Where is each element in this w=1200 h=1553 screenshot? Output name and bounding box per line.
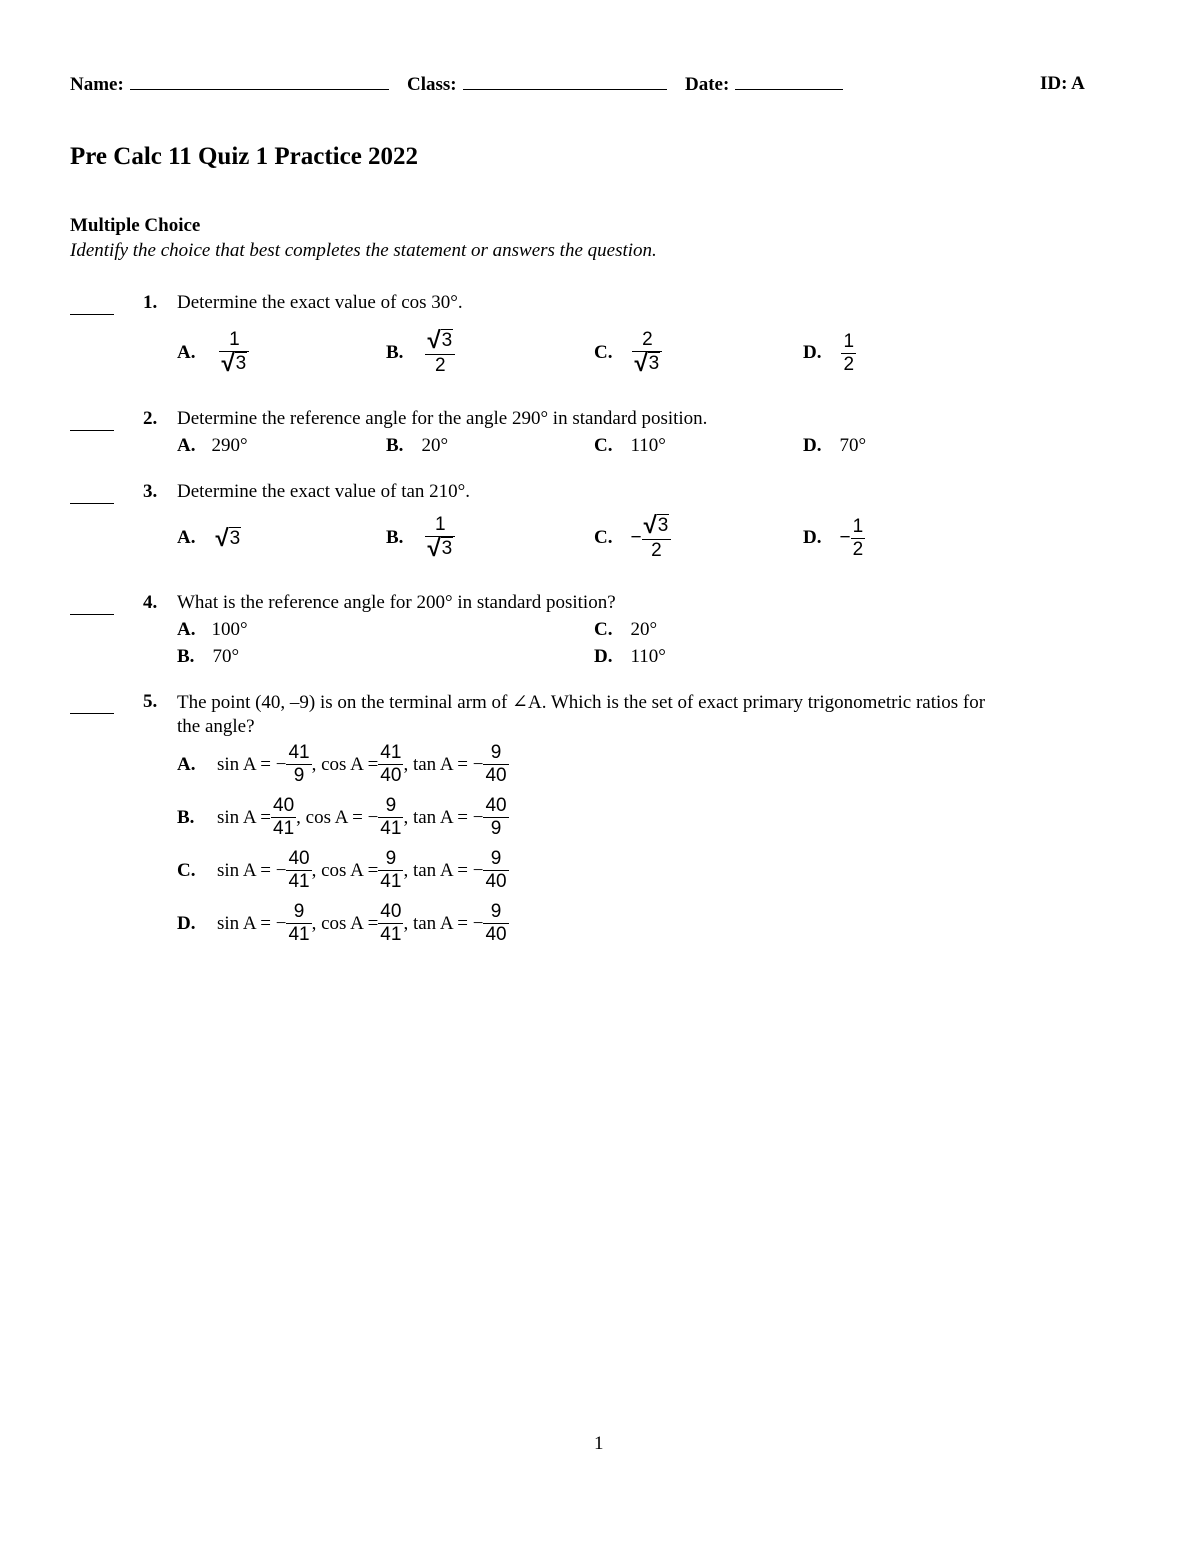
option-2c[interactable]: C. 110° [594, 435, 666, 456]
answer-blank-4[interactable] [70, 614, 114, 615]
option-3d[interactable] [803, 510, 865, 566]
denominator: 3 [441, 538, 453, 559]
denominator: 3 [235, 353, 247, 374]
fraction: $\frac{9}{40}$ [485, 901, 507, 945]
option-4d[interactable]: D. 110° [594, 646, 666, 667]
fraction [841, 331, 856, 376]
option-5d[interactable]: D. sin A = − $\frac{9}{41}$ , cos A = $\frac{40}{41}$ , tan A = − $\frac{9}{40}$ [177, 901, 507, 945]
id-label: ID: A [1040, 73, 1085, 94]
option-1a[interactable] [177, 325, 249, 381]
question-number: 3. [143, 481, 158, 502]
option-3b[interactable] [386, 510, 455, 566]
fraction: $\frac{40}{41}$ [288, 848, 310, 892]
denominator: 2 [435, 355, 446, 376]
fraction [642, 514, 672, 562]
answer-blank-1[interactable] [70, 314, 114, 315]
question-text: The point (40, –9) is on the terminal arm of ∠A. Which is the set of exact primary trigonometric ratios for [177, 692, 986, 713]
fraction: $\frac{9}{40}$ [485, 742, 507, 786]
option-5c[interactable]: C. sin A = − $\frac{40}{41}$ , cos A = $\frac{9}{41}$ , tan A = − $\frac{9}{40}$ [177, 848, 507, 892]
option-5b[interactable]: B. sin A = $\frac{40}{41}$ , cos A = − $\frac{9}{41}$ , tan A = − $\frac{40}{9}$ [177, 795, 507, 839]
option-4c[interactable]: C. 20° [594, 619, 658, 640]
option-3a[interactable] [177, 510, 241, 566]
question-number: 1. [143, 292, 158, 313]
option-label: A. [177, 342, 196, 363]
option-label: C. [594, 342, 613, 363]
class-field[interactable] [407, 73, 667, 96]
question-text: What is the reference angle for 200° in standard position? [177, 592, 616, 613]
question-number: 2. [143, 408, 158, 429]
option-1d[interactable] [803, 325, 856, 381]
name-label: Name: [70, 74, 124, 95]
option-4a[interactable]: A. 100° [177, 619, 248, 640]
sqrt-icon: √ [221, 350, 235, 377]
option-label: A. [177, 527, 196, 548]
sqrt-icon: √ [634, 350, 648, 377]
numerator: 1 [435, 514, 446, 535]
option-label: C. [594, 527, 613, 548]
answer-blank-2[interactable] [70, 430, 114, 431]
option-label: D. [803, 342, 822, 363]
numerator: 1 [843, 330, 855, 352]
question-number: 5. [143, 691, 158, 712]
option-2a[interactable]: A. 290° [177, 435, 248, 456]
class-label: Class: [407, 74, 457, 95]
option-1c[interactable] [594, 325, 662, 381]
option-label: B. [386, 342, 404, 363]
option-label: B. [386, 527, 404, 548]
date-label: Date: [685, 74, 730, 95]
fraction [425, 514, 455, 562]
answer-blank-5[interactable] [70, 713, 114, 714]
denominator: 2 [651, 540, 662, 561]
sign: − [839, 527, 851, 548]
question-1-options [177, 325, 777, 381]
fraction [632, 329, 662, 377]
option-2b[interactable]: B. 20° [386, 435, 449, 456]
sign: − [630, 527, 642, 548]
radical: √ 3 [215, 524, 241, 552]
numerator: 3 [441, 330, 453, 351]
denominator: 2 [852, 538, 864, 560]
fraction: $\frac{40}{41}$ [380, 901, 402, 945]
sqrt-icon: √ [427, 327, 441, 354]
option-label: D. [803, 527, 822, 548]
option-1b[interactable] [386, 325, 455, 381]
section-heading: Multiple Choice [70, 215, 201, 236]
numerator: 3 [657, 515, 669, 536]
fraction: $\frac{9}{40}$ [485, 848, 507, 892]
fraction: $\frac{9}{41}$ [288, 901, 310, 945]
question-text: Determine the exact value of cos 30°. [177, 292, 463, 313]
page-title: Pre Calc 11 Quiz 1 Practice 2022 [70, 143, 419, 170]
option-4b[interactable]: B. 70° [177, 646, 240, 667]
option-2d[interactable]: D. 70° [803, 435, 867, 456]
fraction: $\frac{41}{40}$ [380, 742, 402, 786]
fraction: $\frac{40}{41}$ [273, 795, 295, 839]
denominator: 2 [843, 353, 855, 375]
sqrt-icon: √ [427, 535, 441, 562]
question-text: Determine the reference angle for the angle 290° in standard position. [177, 408, 708, 429]
page-number: 1 [594, 1433, 604, 1454]
numerator: 1 [229, 329, 240, 350]
question-number: 4. [143, 592, 158, 613]
numerator: 1 [852, 515, 864, 537]
sqrt-icon: √ [643, 512, 657, 539]
fraction [851, 516, 866, 561]
question-text: Determine the exact value of tan 210°. [177, 481, 471, 502]
fraction: $\frac{9}{41}$ [380, 848, 402, 892]
name-blank[interactable] [130, 73, 389, 90]
fraction: $\frac{41}{9}$ [288, 742, 310, 786]
section-instructions: Identify the choice that best completes the statement or answers the question. [70, 240, 657, 261]
answer-blank-3[interactable] [70, 503, 114, 504]
option-5a[interactable]: A. sin A = − $\frac{41}{9}$ , cos A = $\frac{41}{40}$ , tan A = − $\frac{9}{40}$ [177, 742, 507, 786]
option-3c[interactable] [594, 510, 671, 566]
question-text-cont: the angle? [177, 716, 255, 737]
class-blank[interactable] [463, 73, 667, 90]
date-field[interactable] [685, 73, 843, 96]
fraction [425, 329, 455, 377]
name-field[interactable] [70, 73, 389, 96]
fraction [219, 329, 249, 377]
fraction: $\frac{40}{9}$ [485, 795, 507, 839]
denominator: 3 [648, 353, 660, 374]
fraction: $\frac{9}{41}$ [380, 795, 402, 839]
sqrt-icon: √ [215, 524, 229, 552]
date-blank[interactable] [735, 73, 843, 90]
numerator: 2 [642, 329, 653, 350]
